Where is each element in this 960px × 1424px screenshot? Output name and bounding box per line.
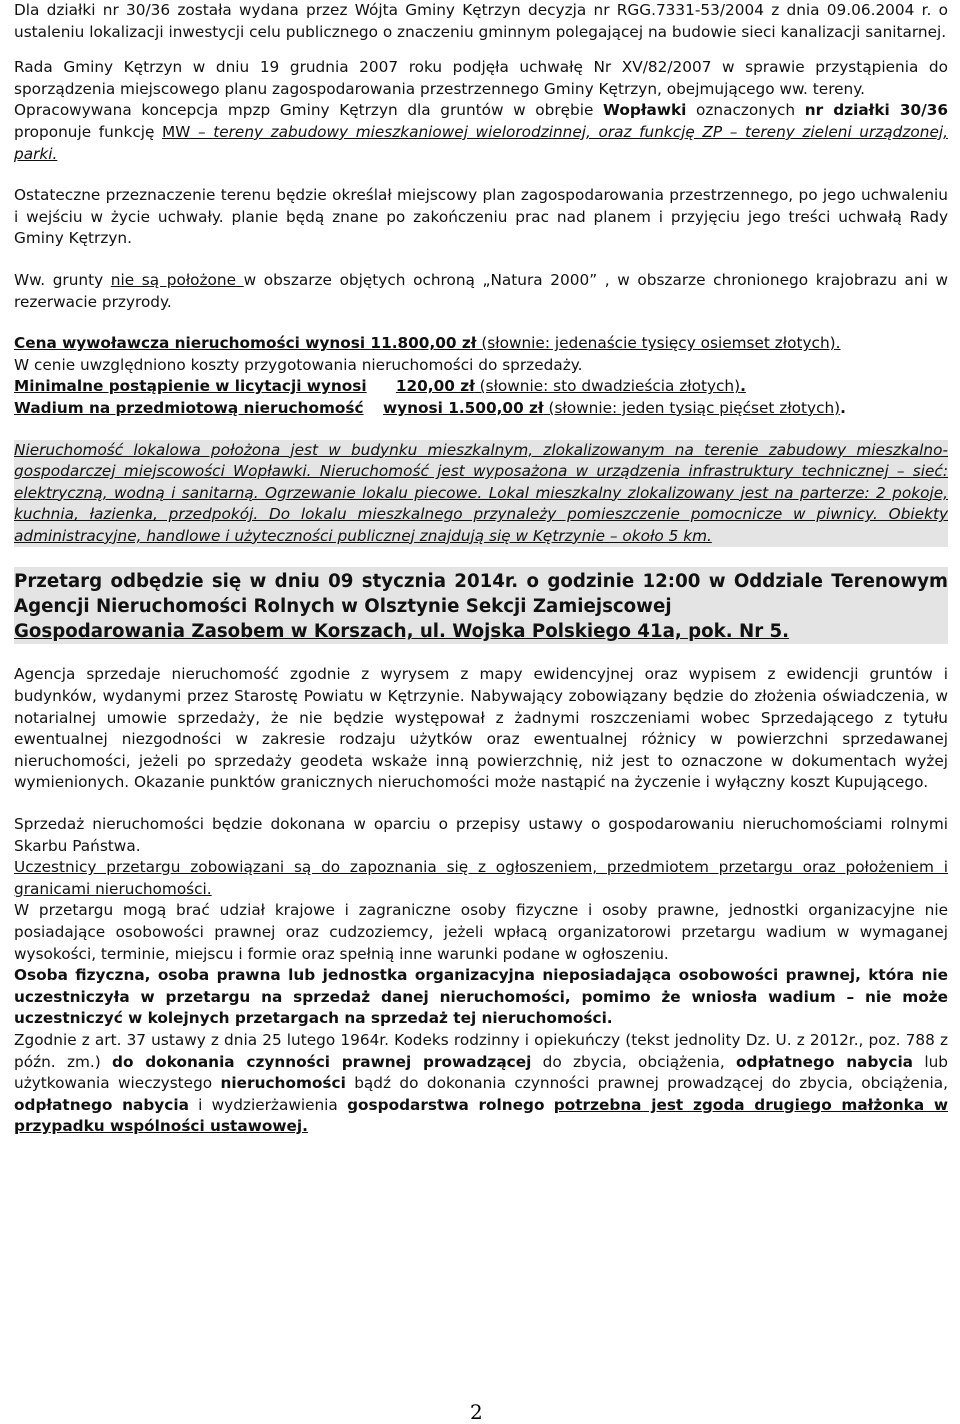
paragraph-plan-concept: Opracowywana koncepcja mpzp Gminy Kętrzyn dla gruntów w obrębie Wopławki oznaczonych nr działki 30/36 proponuje funkcję MW – tereny zabudowy mieszkaniowej wielorodzinnej, oraz funkcję ZP – tereny zieleni urządzonej, parki.: [14, 101, 948, 163]
paragraph-decision: Dla działki nr 30/36 została wydana przez Wójta Gminy Kętrzyn decyzja nr RGG.7331-53/2004 z dnia 09.06.2004 r. o ustaleniu lokalizacji inwestycji celu publicznego o znaczeniu gminnym polegającej na budowie sieci kanalizacji sanitarnej.: [14, 1, 948, 41]
paragraph-protection-areas: Ww. grunty nie są położone w obszarze objętych ochroną „Natura 2000” , w obszarze chronionego krajobrazu ani w rezerwacie przyrody.: [14, 270, 948, 311]
paragraph-spouse-consent: Zgodnie z art. 37 ustawy z dnia 25 lutego 1964r. Kodeks rodzinny i opiekuńczy (tekst jednolity Dz. U. z 2012r., poz. 788 z późn. zm.) do dokonania czynności prawnej prowadzącej do zbycia, obciążenia, odpłatnego nabycia lub użytkowania wieczystego nieruchomości bądź do dokonania czynności prawnej prowadzącej do zbycia, obciążenia, odpłatnego nabycia i wydzierżawienia gospodarstwa rolnego potrzebna jest zgoda drugiego małżonka w przypadku wspólności ustawowej.: [14, 1030, 948, 1136]
page-number: 2: [470, 1400, 483, 1424]
paragraph-eligible-bidders: W przetargu mogą brać udział krajowe i zagraniczne osoby fizyczne i osoby prawne, jednostki organizacyjne nie posiadające osobowości prawnej oraz cudzoziemcy, jeżeli wpłacą organizatorowi przetargu wadium w wymaganej wysokości, terminie, miejscu i formie oraz spełnią inne warunki podane w ogłoszeniu.: [14, 901, 948, 963]
auction-details-line2: Gospodarowania Zasobem w Korszach, ul. Wojska Polskiego 41a, pok. Nr 5.: [14, 621, 790, 643]
paragraph-council-resolution: Rada Gminy Kętrzyn w dniu 19 grudnia 2007 roku podjęła uchwałę Nr XV/82/2007 w sprawie przystąpienia do sporządzenia miejscowego planu zagospodarowania przestrzennego Gminy Kętrzyn, obejmującego ww. tereny.: [14, 58, 948, 98]
deposit: Wadium na przedmiotową nieruchomość wynosi 1.500,00 zł (słownie: jeden tysiąc pięćset złotych).: [14, 398, 846, 417]
starting-price: Cena wywoławcza nieruchomości wynosi 11.800,00 zł (słownie: jedenaście tysięcy osiemset złotych).: [14, 334, 841, 353]
minimum-bid: Minimalne postąpienie w licytacji wynosi 120,00 zł (słownie: sto dwadzieścia złotych).: [14, 377, 746, 396]
paragraph-sale-conditions: Agencja sprzedaje nieruchomość zgodnie z wyrysem z mapy ewidencyjnej oraz wypisem z ewidencji gruntów i budynków, wydanymi przez Starostę Powiatu w Kętrzynie. Nabywający zobowiązany będzie do złożenia oświadczenia, w notarialnej umowie sprzedaży, że nie będzie występował z żadnymi roszczeniami wobec Sprzedającego z tytułu ewentualnej niezgodności w zakresie rodzaju użytków oraz ewentualnej różnicy w powierzchni sprzedawanej nieruchomości, jeżeli po sprzedaży geodeta wskaże inną powierzchnię, niż jest to oznaczone w dokumentach wyżej wymienionych. Okazanie punktów granicznych nieruchomości może nastąpić na życzenie i wyłączny koszt Kupującego.: [14, 665, 948, 792]
auction-details-line1: Przetarg odbędzie się w dniu 09 stycznia 2014r. o godzinie 12:00 w Oddziale Terenowym Agencji Nieruchomości Rolnych w Olsztynie Sekcji Zamiejscowej: [14, 571, 948, 618]
paragraph-participants-obligation: Uczestnicy przetargu zobowiązani są do zapoznania się z ogłoszeniem, przedmiotem przetargu oraz położeniem i granicami nieruchomości.: [14, 858, 948, 898]
price-costs-note: W cenie uwzględniono koszty przygotowania nieruchomości do sprzedaży.: [14, 355, 583, 374]
paragraph-exclusion-rule: Osoba fizyczna, osoba prawna lub jednostka organizacyjna nieposiadająca osobowości prawnej, która nie uczestniczyła w przetargu na sprzedaż danej nieruchomości, pomimo że wniosła wadium – nie może uczestniczyć w kolejnych przetargach na sprzedaż tej nieruchomości.: [14, 966, 948, 1028]
auction-announcement: [14, 567, 948, 644]
paragraph-final-purpose: Ostateczne przeznaczenie terenu będzie określał miejscowy plan zagospodarowania przestrzennego, po jego uchwaleniu i wejściu w życie uchwały. planie będą znane po zakończeniu prac nad planem i przyjęciu jego treści uchwałą Rady Gminy Kętrzyn.: [14, 186, 948, 248]
paragraph-property-description: Nieruchomość lokalowa położona jest w budynku mieszkalnym, zlokalizowanym na terenie zabudowy mieszkalno-gospodarczej miejscowości Wopławki. Nieruchomość jest wyposażona w urządzenia infrastruktury technicznej – sieć: elektryczną, wodną i sanitarną. Ogrzewanie lokalu piecowe. Lokal mieszkalny zlokalizowany jest na parterze: 2 pokoje, kuchnia, łazienka, przedpokój. Do lokalu mieszkalnego przynależy pomieszczenie pomocnicze w piwnicy. Obiekty administracyjne, handlowe i użyteczności publicznej znajdują się w Kętrzynie – około 5 km.: [14, 440, 948, 548]
paragraph-legal-basis: Sprzedaż nieruchomości będzie dokonana w oparciu o przepisy ustawy o gospodarowaniu nieruchomościami rolnymi Skarbu Państwa.: [14, 815, 948, 855]
document-page: [14, 0, 948, 1138]
